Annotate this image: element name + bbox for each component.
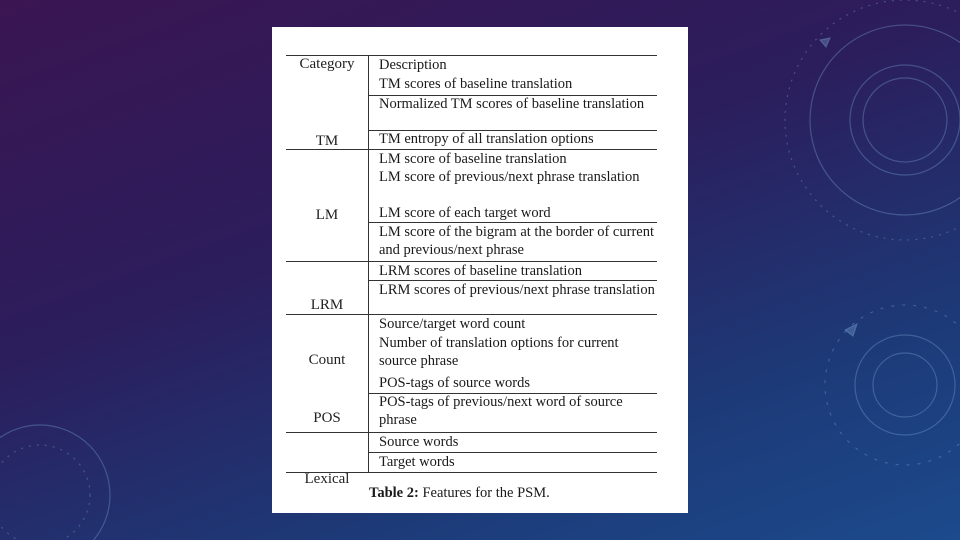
feature-description: LM score of each target word	[379, 205, 551, 221]
category-pos: POS	[313, 410, 341, 426]
category-lexical: Lexical	[304, 471, 350, 487]
column-divider	[368, 55, 369, 472]
category-lm: LM	[315, 207, 339, 223]
feature-description: LM score of the bigram at the border of current and previous/next phrase	[379, 224, 654, 258]
feature-description: LM score of baseline translation	[379, 151, 567, 167]
table-caption	[369, 485, 550, 502]
table-image	[272, 27, 688, 513]
caption-label: Table 2:	[369, 485, 419, 501]
category-tm: TM	[315, 133, 339, 149]
feature-description: Source/target word count	[379, 316, 526, 332]
feature-description: Number of translation options for current source phrase	[379, 335, 619, 369]
header-category: Category	[299, 56, 355, 72]
feature-description: Target words	[379, 454, 455, 470]
feature-description: TM entropy of all translation options	[379, 131, 594, 147]
feature-description: LRM scores of baseline translation	[379, 263, 582, 279]
category-lrm: LRM	[310, 297, 344, 313]
category-count: Count	[308, 352, 346, 368]
feature-description: LM score of previous/next phrase translation	[379, 169, 640, 185]
feature-description: POS-tags of previous/next word of source phrase	[379, 394, 623, 428]
feature-description: Normalized TM scores of baseline translation	[379, 96, 645, 112]
feature-description: LRM scores of previous/next phrase translation	[379, 282, 655, 298]
feature-description: TM scores of baseline translation	[379, 76, 573, 92]
feature-description: Source words	[379, 434, 459, 450]
table-bottom-rule	[286, 472, 657, 473]
header-description: Description	[379, 57, 447, 73]
caption-text: Features for the PSM.	[422, 485, 550, 501]
feature-description: POS-tags of source words	[379, 375, 531, 391]
